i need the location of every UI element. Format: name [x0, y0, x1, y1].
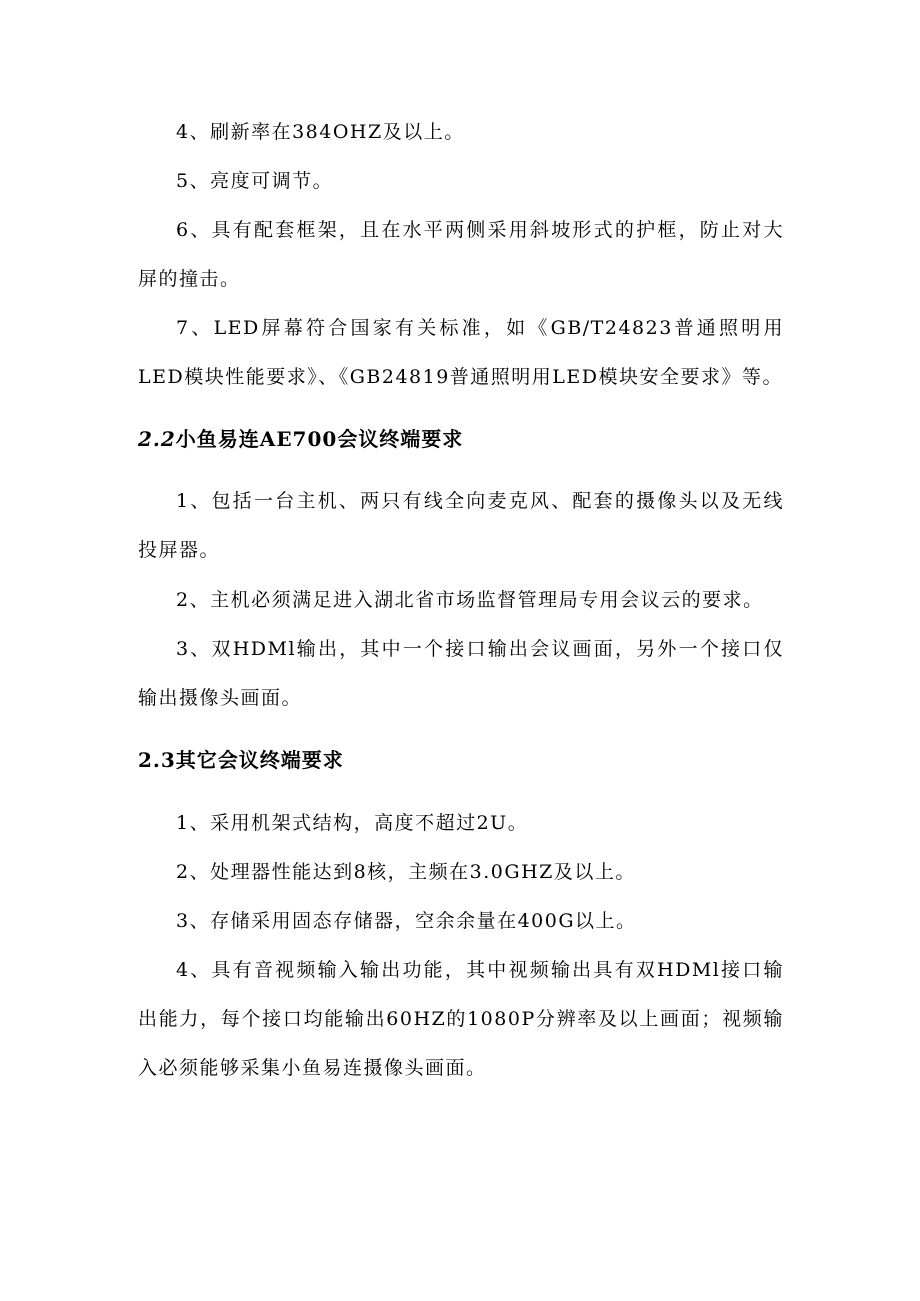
- section-title-suffix: 会议终端要求: [337, 427, 464, 451]
- item-storage: 3、存储采用固态存储器，空余余量在400G以上。: [176, 910, 637, 932]
- item-frame: 6、具有配套框架，且在水平两侧采用斜坡形式的护框，防止对大屏的撞击。: [138, 219, 784, 290]
- section-title-model: AE700: [259, 427, 338, 451]
- section-heading-2-3: [138, 745, 784, 775]
- item-av-io: 4、具有音视频输入输出功能，其中视频输出具有双HDMl接口输出能力，每个接口均能输出60HZ的1080P分辨率及以上画面；视频输入必须能够采集小鱼易连摄像头画面。: [138, 959, 784, 1079]
- item-brightness: 5、亮度可调节。: [176, 170, 334, 192]
- item-led-standard: 7、LED屏幕符合国家有关标准，如《GB/T24823普通照明用LED模块性能要求》、《GB24819普通照明用LED模块安全要求》等。: [138, 317, 784, 388]
- item-dual-hdmi: 3、双HDMl输出，其中一个接口输出会议画面，另外一个接口仅输出摄像头画面。: [138, 638, 784, 709]
- item-cloud-requirement: 2、主机必须满足进入湖北省市场监督管理局专用会议云的要求。: [176, 589, 764, 611]
- section-number: 2.2: [138, 427, 176, 451]
- item-refresh-rate: 4、刷新率在384OHZ及以上。: [176, 121, 465, 143]
- section-heading-2-2: [138, 424, 784, 454]
- section-title-prefix: 小鱼易连: [175, 427, 260, 451]
- section-title: 其它会议终端要求: [175, 748, 344, 772]
- item-processor: 2、处理器性能达到8核，主频在3.0GHZ及以上。: [176, 861, 636, 883]
- item-components: 1、包括一台主机、两只有线全向麦克风、配套的摄像头以及无线投屏器。: [138, 490, 784, 561]
- item-rack-structure: 1、采用机架式结构，高度不超过2U。: [176, 812, 529, 834]
- section-number: 2.3: [138, 748, 176, 772]
